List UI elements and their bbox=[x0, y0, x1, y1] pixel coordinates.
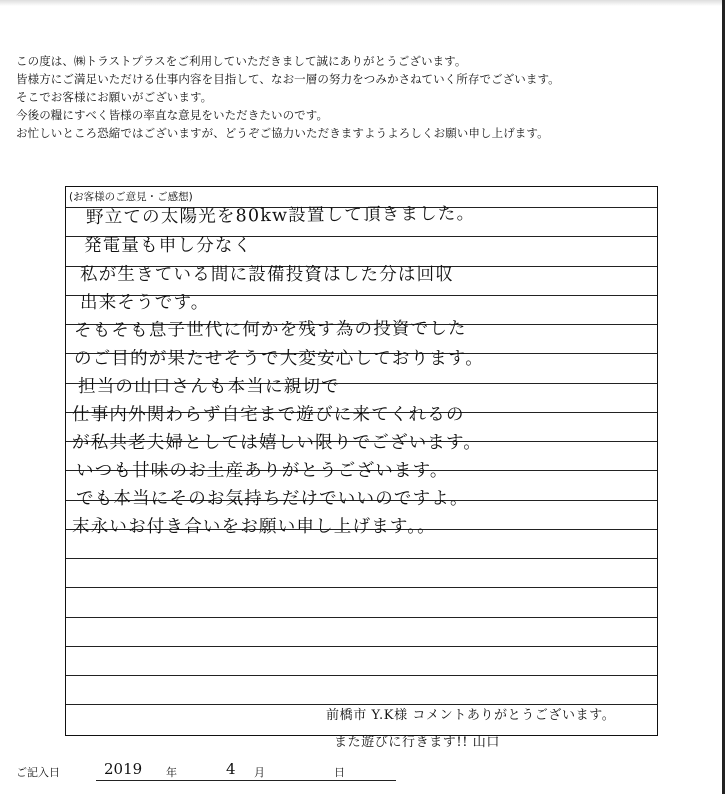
ruled-line bbox=[66, 646, 657, 647]
comment-line: 私が生きている間に設備投資はした分は回収 bbox=[80, 265, 454, 285]
ruled-line bbox=[66, 587, 657, 588]
ruled-line bbox=[66, 558, 657, 559]
intro-text bbox=[16, 52, 706, 142]
intro-line: 今後の糧にすべく皆様の率直な意見をいただきたいのです。 bbox=[16, 108, 329, 122]
comment-line: 発電量も申し分なく bbox=[84, 236, 253, 256]
date-underline bbox=[96, 780, 396, 781]
comment-line: 出来そうです。 bbox=[80, 293, 210, 313]
comment-line: 担当の山口さんも本当に親切で bbox=[78, 377, 340, 397]
comment-line: そもそも息子世代に何かを残す為の投資でした bbox=[73, 318, 467, 341]
date-month-unit: 月 bbox=[254, 766, 265, 779]
intro-line: お忙しいところ恐縮ではございますが、どうぞご協力いただきますようよろしくお願い申し上げます。 bbox=[16, 126, 549, 140]
comment-line: 末永いお付き合いをお願い申し上げます。。 bbox=[72, 517, 436, 537]
date-label: ご記入日 bbox=[16, 766, 60, 779]
comment-box-label: (お客様のご意見・ご感想) bbox=[69, 191, 193, 203]
staff-reply-line-1: 前橋市 Y.K様 コメントありがとうございます。 bbox=[326, 708, 616, 723]
ruled-line bbox=[66, 617, 657, 618]
comment-line: いつも甘味のお土産ありがとうございます。 bbox=[76, 461, 449, 481]
intro-line: そこでお客様にお願いがございます。 bbox=[16, 90, 213, 104]
ruled-line bbox=[66, 675, 657, 676]
comment-line: 仕事内外関わらず自宅まで遊びに来てくれるの bbox=[72, 405, 465, 425]
date-year-value: 2019 bbox=[104, 760, 143, 778]
scan-top-edge bbox=[0, 0, 725, 6]
comment-line: 野立ての太陽光を80kw設置して頂きました。 bbox=[85, 203, 476, 228]
comment-line: が私共老夫婦としては嬉しい限りでございます。 bbox=[72, 433, 482, 453]
date-year-unit: 年 bbox=[166, 766, 177, 779]
intro-line: この度は、㈱トラストプラスをご利用していただきまして誠にありがとうございます。 bbox=[16, 54, 467, 68]
date-month-value: 4 bbox=[226, 760, 236, 778]
date-row bbox=[14, 760, 714, 782]
staff-reply-line-2: また遊びに行きます!! 山口 bbox=[334, 735, 500, 750]
comment-line: のご目的が果たせそうで大変安心しております。 bbox=[74, 349, 484, 369]
date-day-unit: 日 bbox=[334, 766, 345, 779]
comment-line: でも本当にそのお気持ちだけでいいのですよ。 bbox=[76, 489, 469, 509]
intro-line: 皆様方にご満足いただける仕事内容を目指して、なお一層の努力をつみかさねていく所存でございます。 bbox=[16, 72, 560, 86]
